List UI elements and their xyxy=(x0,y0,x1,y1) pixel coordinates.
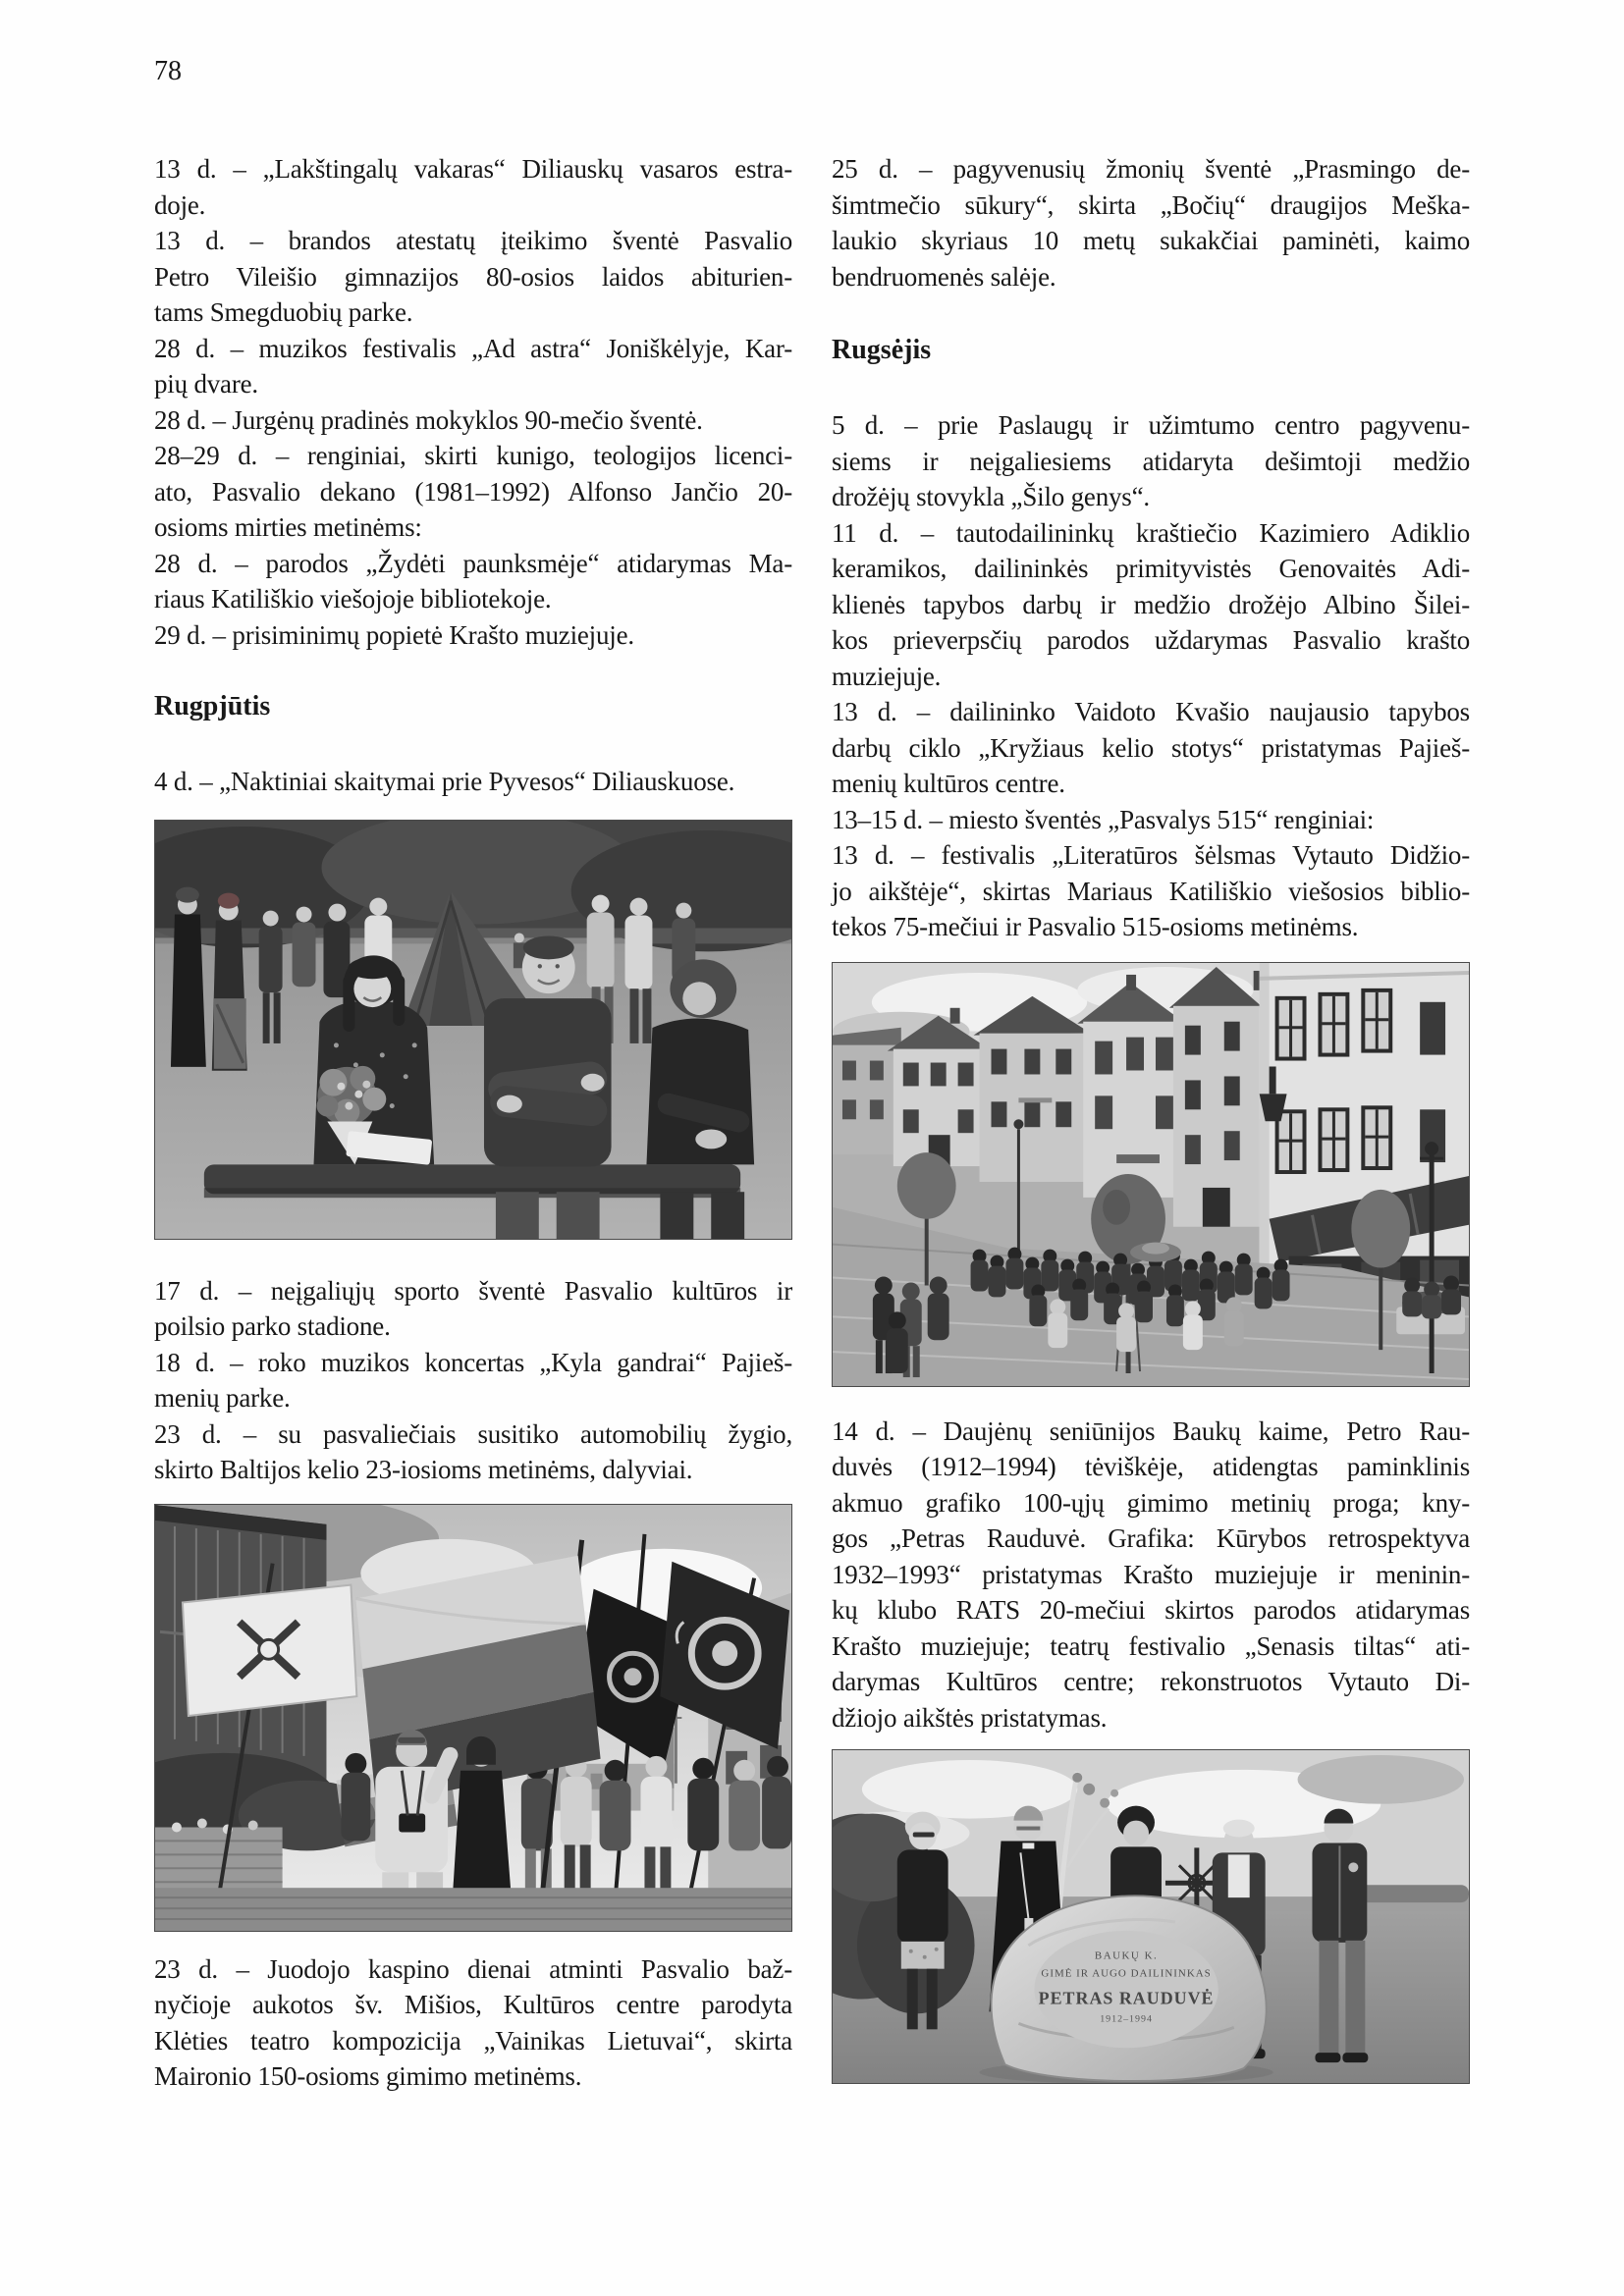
text-line: darymas Kultūros centre; rekonstruotos Vytauto Di- xyxy=(832,1667,1470,1696)
photo-flags-rally xyxy=(154,1504,792,1932)
event-paragraph xyxy=(832,802,1470,838)
text-line: drožėjų stovykla „Šilo genys“. xyxy=(832,482,1150,511)
text-line: doje. xyxy=(154,189,206,220)
text-line: skirto Baltijos kelio 23-iosioms metinėms, dalyviai. xyxy=(154,1455,693,1484)
text-line: 4 d. – „Naktiniai skaitymai prie Pyvesos“ Diliauskuose. xyxy=(154,767,735,796)
event-paragraph xyxy=(154,151,792,223)
text-line: siems ir neįgaliesiems atidaryta dešimtoji medžio xyxy=(832,446,1470,476)
text-line: 29 d. – prisiminimų popietė Krašto muziejuje. xyxy=(154,619,634,650)
month-heading-september: Rugsėjis xyxy=(832,335,932,365)
event-paragraph xyxy=(832,151,1470,294)
text-line: poilsio parko stadione. xyxy=(154,1311,391,1341)
photo-bench-illustration xyxy=(155,821,791,1239)
text-line: Krašto muziejuje; teatrų festivalio „Senasis tiltas“ ati- xyxy=(832,1630,1470,1661)
stone-inscription-line: PETRAS RAUDUVĖ xyxy=(1038,1988,1215,2008)
event-paragraph xyxy=(154,764,792,800)
text-line: akmuo grafiko 100-ųjų gimimo metinių proga; kny- xyxy=(832,1487,1470,1518)
text-line: 28–29 d. – renginiai, skirti kunigo, teologijos licenci- xyxy=(154,441,792,470)
text-line: 28 d. – Jurgėnų pradinės mokyklos 90-mečio šventė. xyxy=(154,404,703,435)
event-paragraph xyxy=(154,223,792,331)
event-paragraph xyxy=(154,546,792,617)
text-line: tekos 75-mečiui ir Pasvalio 515-osioms metinėms. xyxy=(832,912,1359,941)
event-paragraph xyxy=(832,1414,1470,1736)
stone-inscription-line: BAUKŲ K. xyxy=(1094,1949,1159,1962)
text-line: duvės (1912–1994) tėviškėje, atidengtas paminklinis xyxy=(832,1452,1470,1481)
event-paragraph xyxy=(154,402,792,439)
page-number: 78 xyxy=(154,56,182,86)
text-line: 28 d. – parodos „Žydėti paunksmėje“ atidarymas Ma- xyxy=(154,548,792,578)
photo-bench-gathering xyxy=(154,820,792,1240)
photo-memorial-stone xyxy=(832,1749,1470,2084)
text-line: Maironio 150-osioms gimimo metinėms. xyxy=(154,2061,582,2091)
text-line: Petro Vileišio gimnazijos 80-osios laidos abiturien- xyxy=(154,261,792,292)
event-paragraph xyxy=(154,1416,792,1488)
text-line: 13–15 d. – miesto šventės „Pasvalys 515“ renginiai: xyxy=(832,804,1375,834)
text-line: klienės tapybos darbų ir medžio drožėjo Albino Šilei- xyxy=(832,589,1470,619)
text-line: nyčioje aukotos šv. Mišios, Kultūros centre parodyta xyxy=(154,1990,792,2019)
text-line: laukio skyriaus 10 metų sukakčiai paminėti, kaimo xyxy=(832,226,1470,255)
paving xyxy=(155,1888,791,1931)
photo-flags-illustration xyxy=(155,1505,791,1931)
text-line: kų klubo RATS 20-mečiui skirtos parodos atidarymas xyxy=(832,1595,1470,1625)
text-line: osioms mirties metinėms: xyxy=(154,512,422,542)
right-column xyxy=(832,151,1470,2084)
text-line: 11 d. – tautodailininkų kraštiečio Kazimiero Adiklio xyxy=(832,517,1470,548)
text-line: šimtmečio sūkury“, skirta „Bočių“ draugijos Meška- xyxy=(832,189,1470,220)
text-line: keramikos, dailininkės primityvistės Genovaitės Adi- xyxy=(832,554,1470,583)
text-line: menių kultūros centre. xyxy=(832,769,1065,798)
text-line: ato, Pasvalio dekano (1981–1992) Alfonso Jančio 20- xyxy=(154,476,792,507)
photo-town-square xyxy=(832,962,1470,1387)
text-line: 13 d. – festivalis „Literatūros šėlsmas Vytauto Didžio- xyxy=(832,840,1470,870)
stone-inscription-line: GIMĖ IR AUGO DAILININKAS xyxy=(1041,1967,1212,1980)
event-paragraph xyxy=(832,694,1470,802)
text-line: riaus Katiliškio viešojoje bibliotekoje. xyxy=(154,584,552,614)
photo-stone-illustration xyxy=(833,1750,1469,2083)
month-heading-august: Rugpjūtis xyxy=(154,691,271,721)
text-line: pių dvare. xyxy=(154,369,258,399)
event-paragraph xyxy=(832,837,1470,945)
text-line: Klėties teatro kompozicija „Vainikas Lietuvai“, skirta xyxy=(154,2025,792,2056)
text-line: 18 d. – roko muzikos koncertas „Kyla gandrai“ Pajieš- xyxy=(154,1347,792,1377)
text-line: 1932–1993“ pristatymas Krašto muziejuje ir meninin- xyxy=(832,1559,1470,1589)
memorial-stone xyxy=(991,1896,1266,2081)
photo-square-illustration xyxy=(833,963,1469,1386)
text-line: kos prieverpsčių parodos uždarymas Pasvalio krašto xyxy=(832,625,1470,655)
event-paragraph xyxy=(154,617,792,654)
text-line: jo aikštėje“, skirtas Mariaus Katiliškio viešosios biblio- xyxy=(832,876,1470,906)
event-paragraph xyxy=(832,515,1470,695)
event-paragraph xyxy=(154,331,792,402)
text-line: 14 d. – Daujėnų seniūnijos Baukų kaime, Petro Rau- xyxy=(832,1415,1470,1446)
text-line: džiojo aikštės pristatymas. xyxy=(832,1702,1108,1733)
text-line: 25 d. – pagyvenusių žmonių šventė „Prasmingo de- xyxy=(832,154,1470,184)
text-line: bendruomenės salėje. xyxy=(832,261,1056,292)
text-line: 17 d. – neįgaliųjų sporto šventė Pasvalio kultūros ir xyxy=(154,1275,792,1306)
event-paragraph xyxy=(154,438,792,546)
text-line: 23 d. – su pasvaliečiais susitiko automobilių žygio, xyxy=(154,1418,792,1449)
event-paragraph xyxy=(832,407,1470,515)
text-line: muziejuje. xyxy=(832,661,942,691)
text-line: 28 d. – muzikos festivalis „Ad astra“ Joniškėlyje, Kar- xyxy=(154,333,792,363)
text-line: 23 d. – Juodojo kaspino dienai atminti Pasvalio baž- xyxy=(154,1953,792,1984)
text-line: gos „Petras Rauduvė. Grafika: Kūrybos retrospektyva xyxy=(832,1523,1470,1553)
text-line: tams Smegduobių parke. xyxy=(154,297,413,327)
event-paragraph xyxy=(154,1951,792,2095)
text-line: menių parke. xyxy=(154,1383,291,1413)
text-line: 13 d. – dailininko Vaidoto Kvašio naujausio tapybos xyxy=(832,697,1470,726)
event-paragraph xyxy=(154,1273,792,1345)
text-line: darbų ciklo „Kryžiaus kelio stotys“ pristatymas Pajieš- xyxy=(832,732,1470,763)
text-line: 13 d. – brandos atestatų įteikimo šventė Pasvalio xyxy=(154,226,792,255)
event-paragraph xyxy=(154,1345,792,1416)
stone-inscription-line: 1912–1994 xyxy=(1100,2013,1153,2025)
text-line: 5 d. – prie Paslaugų ir užimtumo centro pagyvenu- xyxy=(832,410,1470,440)
text-line: 13 d. – „Lakštingalų vakaras“ Diliauskų vasaros estra- xyxy=(154,154,792,184)
left-column xyxy=(154,151,792,2095)
